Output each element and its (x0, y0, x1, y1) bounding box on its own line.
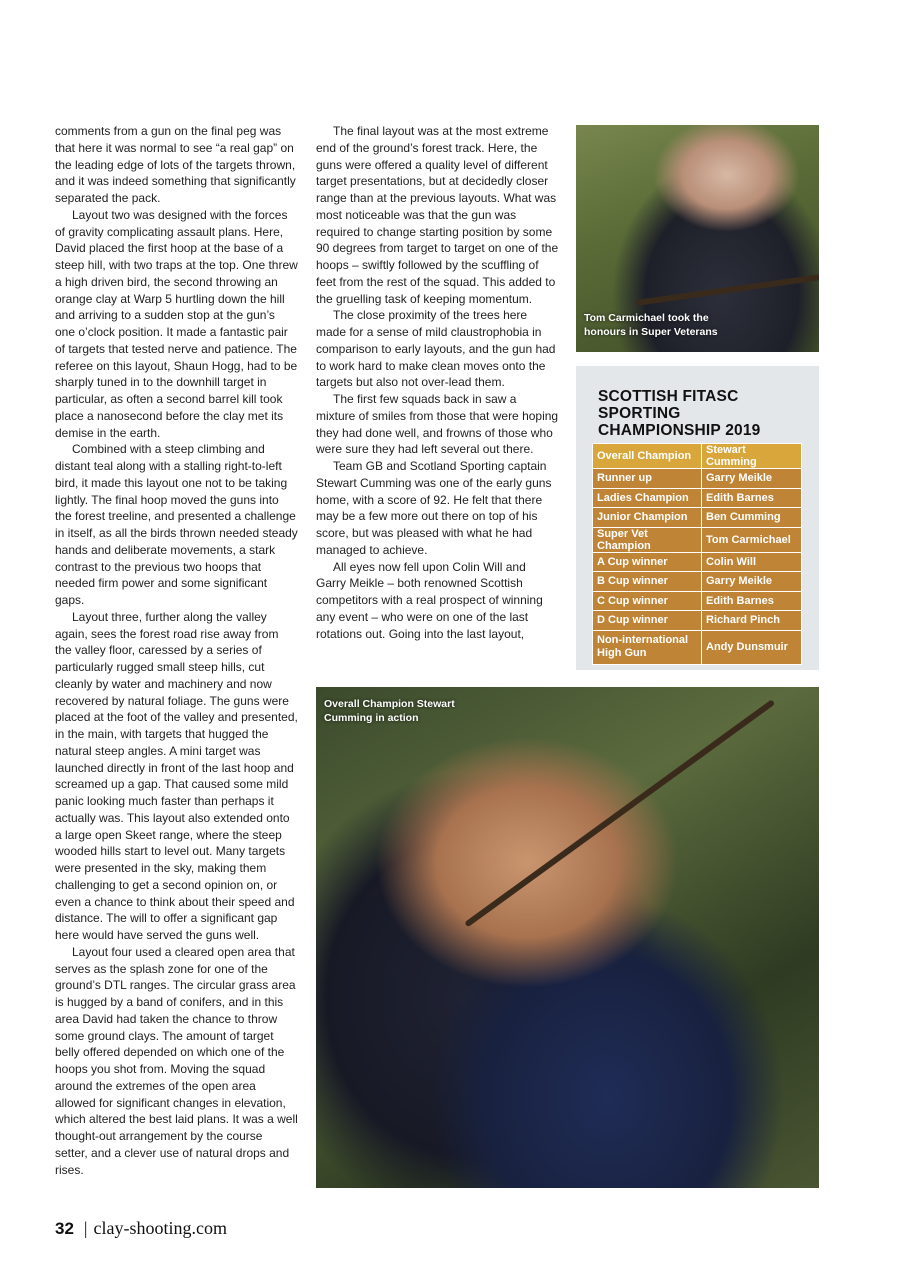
paragraph: Team GB and Scotland Sporting captain Stewart Cumming was one of the early guns home, with a score of 92. He felt that there may be a few more out there on top of his score, but was pleased with what he had managed to achieve. (316, 459, 552, 557)
paragraph: Combined with a steep climbing and distant teal along with a stalling right-to-left bird, it made this layout one not to be taking lightly. The final hoop moved the guns into the forest treeline, and presented a challenge in itself, as all the birds thrown needed steady hands and deliberate movements, a stark contrast to the previous two hoops that needed firm power and some significant gaps. (55, 442, 298, 607)
table-row (593, 469, 802, 489)
winner-cell: Tom Carmichael (702, 527, 802, 552)
winner-cell: Garry Meikle (702, 572, 802, 592)
winner-cell: Colin Will (702, 552, 802, 572)
paragraph: The first few squads back in saw a mixture of smiles from those that were hoping they had done well, and frowns of those who were sure they had left several out there. (316, 392, 559, 457)
footer-separator: | (83, 1218, 88, 1238)
page-footer (55, 1218, 227, 1239)
paragraph: All eyes now fell upon Colin Will and Garry Meikle – both renowned Scottish competitors with a real prospect of winning any event – who were on one of the last rotations out. Going into the last layout, (316, 559, 543, 641)
award-cell: A Cup winner (593, 552, 702, 572)
award-cell: C Cup winner (593, 591, 702, 611)
winner-cell: Ben Cumming (702, 508, 802, 528)
shotgun-shape (464, 699, 775, 927)
photo-caption: Tom Carmichael took the honours in Super Veterans (584, 312, 718, 338)
table-row (593, 488, 802, 508)
paragraph: Layout two was designed with the forces of gravity complicating assault plans. Here, David placed the first hoop at the base of a steep hill, with two traps at the top. One threw a high driven bird, the second throwing an orange clay at Warp 5 hurtling down the hill and arriving to a sudden stop at the gun’s one o’clock position. It made a fantastic pair of targets that tested nerve and patience. The referee on this layout, Shaun Hogg, had to be sharply tuned in to the downhill target in particular, as often a second barrel kill took place a nanosecond before the clay met its demise in the earth. (55, 207, 298, 440)
article-column-2 (316, 123, 559, 642)
winner-cell: Garry Meikle (702, 469, 802, 489)
photo-caption: Overall Champion Stewart Cumming in action (324, 698, 455, 724)
award-cell: Ladies Champion (593, 488, 702, 508)
paragraph: Layout three, further along the valley again, sees the forest road rise away from the valley floor, caressed by a series of particularly rugged small steep hills, cut cleanly by water and machinery and now recovered by natural foliage. The guns were placed at the foot of the valley and presented, in the main, with targets that hugged the natural steep angles. A mini target was launched directly in front of the last hoop and screamed up a gap. That caused some mild panic looking much faster than perhaps it actually was. This layout also extended onto a large open Skeet range, where the steep wooded hills start to level out. Many targets were presented in the sky, making them challenging to get a second opinion on, or even a chance to think about their speed and distance. The will to offer a significant gap here would have served the guns well. (55, 609, 298, 942)
winner-cell: Andy Dunsmuir (702, 630, 802, 664)
award-cell: Junior Champion (593, 508, 702, 528)
table-row (593, 527, 802, 552)
table-row (593, 444, 802, 469)
award-cell: Non-international High Gun (593, 630, 702, 664)
panel-title: SCOTTISH FITASC SPORTING CHAMPIONSHIP 2019 (598, 388, 761, 439)
table-row (593, 572, 802, 592)
paragraph: comments from a gun on the final peg was that here it was normal to see “a real gap” on the leading edge of lots of the targets thrown, and it was indeed something that significantly separated the pack. (55, 124, 296, 205)
article-column-1 (55, 123, 298, 1178)
photo-tom-carmichael (576, 125, 819, 352)
table-row (593, 508, 802, 528)
photo-stewart-cumming (316, 687, 819, 1188)
results-table (592, 443, 802, 665)
shotgun-shape (636, 274, 819, 306)
award-cell: Overall Champion (593, 444, 702, 469)
award-cell: D Cup winner (593, 611, 702, 631)
site-name: clay-shooting.com (93, 1218, 228, 1238)
page-number: 32 (55, 1219, 74, 1238)
table-row (593, 611, 802, 631)
winner-cell: Edith Barnes (702, 488, 802, 508)
paragraph: The close proximity of the trees here made for a sense of mild claustrophobia in comparison to early layouts, and the gun had to work hard to make clean moves onto the targets but also not over-lead them. (316, 308, 556, 390)
table-row (593, 630, 802, 664)
paragraph: Layout four used a cleared open area that serves as the splash zone for one of the ground’s DTL ranges. The circular grass area is hugged by a band of conifers, and in this area David had taken the chance to throw some ground clays. The amount of target belly offered depended on which one of the hoops you shot from. Moving the squad around the extremes of the open area allowed for significant changes in elevation, which altered the best laid plans. It was a well thought-out arrangement by the course setter, and a clever use of natural drops and rises. (55, 944, 298, 1177)
award-cell: B Cup winner (593, 572, 702, 592)
winner-cell: Richard Pinch (702, 611, 802, 631)
award-cell: Runner up (593, 469, 702, 489)
paragraph: The final layout was at the most extreme end of the ground’s forest track. Here, the guns were offered a quality level of different target presentations, but at decidedly closer range than at the previous layouts. What was most noticeable was that the gun was required to change starting position by some 90 degrees from target to target on one of the hoops – swiftly followed by the scuffling of feet from the rest of the squad. This added to the gruelling task of keeping momentum. (316, 124, 559, 306)
award-cell: Super Vet Champion (593, 527, 702, 552)
winner-cell: Edith Barnes (702, 591, 802, 611)
winner-cell: Stewart Cumming (702, 444, 802, 469)
results-panel (576, 366, 819, 670)
table-row (593, 591, 802, 611)
table-row (593, 552, 802, 572)
